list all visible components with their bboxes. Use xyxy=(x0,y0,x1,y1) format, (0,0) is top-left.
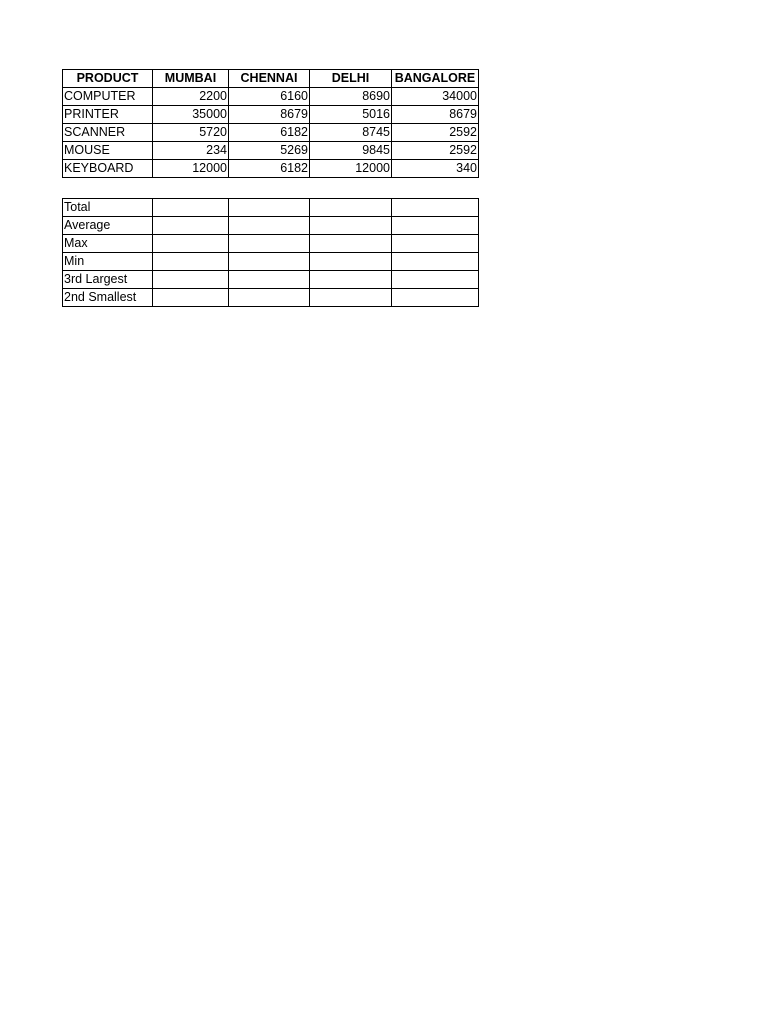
value-cell[interactable]: 35000 xyxy=(153,106,229,124)
summary-row xyxy=(63,253,479,271)
sales-table xyxy=(62,69,479,178)
value-cell[interactable]: 5016 xyxy=(310,106,392,124)
header-cell-product[interactable]: PRODUCT xyxy=(63,70,153,88)
value-cell[interactable]: 12000 xyxy=(310,160,392,178)
summary-label-cell[interactable]: 3rd Largest xyxy=(63,271,153,289)
summary-label-cell[interactable]: Min xyxy=(63,253,153,271)
empty-cell[interactable] xyxy=(229,199,310,217)
empty-cell[interactable] xyxy=(153,271,229,289)
empty-cell[interactable] xyxy=(153,289,229,307)
empty-cell[interactable] xyxy=(392,217,479,235)
empty-cell[interactable] xyxy=(392,289,479,307)
empty-cell[interactable] xyxy=(153,235,229,253)
empty-cell[interactable] xyxy=(229,217,310,235)
summary-row xyxy=(63,271,479,289)
empty-cell[interactable] xyxy=(310,199,392,217)
product-cell[interactable]: SCANNER xyxy=(63,124,153,142)
value-cell[interactable]: 12000 xyxy=(153,160,229,178)
empty-cell[interactable] xyxy=(310,217,392,235)
header-cell-chennai[interactable]: CHENNAI xyxy=(229,70,310,88)
value-cell[interactable]: 6182 xyxy=(229,124,310,142)
empty-cell[interactable] xyxy=(153,253,229,271)
empty-cell[interactable] xyxy=(229,271,310,289)
empty-cell[interactable] xyxy=(153,199,229,217)
value-cell[interactable]: 6160 xyxy=(229,88,310,106)
value-cell[interactable]: 8679 xyxy=(229,106,310,124)
summary-table xyxy=(62,198,479,307)
value-cell[interactable]: 8679 xyxy=(392,106,479,124)
product-cell[interactable]: MOUSE xyxy=(63,142,153,160)
summary-label-cell[interactable]: 2nd Smallest xyxy=(63,289,153,307)
summary-label-cell[interactable]: Total xyxy=(63,199,153,217)
empty-cell[interactable] xyxy=(229,235,310,253)
value-cell[interactable]: 234 xyxy=(153,142,229,160)
summary-row xyxy=(63,199,479,217)
table-row xyxy=(63,88,479,106)
summary-label-cell[interactable]: Average xyxy=(63,217,153,235)
value-cell[interactable]: 2592 xyxy=(392,124,479,142)
value-cell[interactable]: 2200 xyxy=(153,88,229,106)
product-cell[interactable]: PRINTER xyxy=(63,106,153,124)
value-cell[interactable]: 5269 xyxy=(229,142,310,160)
value-cell[interactable]: 5720 xyxy=(153,124,229,142)
empty-cell[interactable] xyxy=(229,289,310,307)
value-cell[interactable]: 6182 xyxy=(229,160,310,178)
empty-cell[interactable] xyxy=(310,289,392,307)
product-cell[interactable]: COMPUTER xyxy=(63,88,153,106)
summary-row xyxy=(63,289,479,307)
table-row xyxy=(63,106,479,124)
value-cell[interactable]: 34000 xyxy=(392,88,479,106)
table-row xyxy=(63,142,479,160)
product-cell[interactable]: KEYBOARD xyxy=(63,160,153,178)
header-cell-delhi[interactable]: DELHI xyxy=(310,70,392,88)
empty-cell[interactable] xyxy=(310,271,392,289)
value-cell[interactable]: 2592 xyxy=(392,142,479,160)
value-cell[interactable]: 8745 xyxy=(310,124,392,142)
summary-row xyxy=(63,235,479,253)
table-row xyxy=(63,124,479,142)
value-cell[interactable]: 9845 xyxy=(310,142,392,160)
summary-row xyxy=(63,217,479,235)
empty-cell[interactable] xyxy=(153,217,229,235)
empty-cell[interactable] xyxy=(310,253,392,271)
empty-cell[interactable] xyxy=(392,271,479,289)
header-cell-mumbai[interactable]: MUMBAI xyxy=(153,70,229,88)
header-cell-bangalore[interactable]: BANGALORE xyxy=(392,70,479,88)
empty-cell[interactable] xyxy=(310,235,392,253)
header-row xyxy=(63,70,479,88)
value-cell[interactable]: 340 xyxy=(392,160,479,178)
table-row xyxy=(63,160,479,178)
value-cell[interactable]: 8690 xyxy=(310,88,392,106)
empty-cell[interactable] xyxy=(392,199,479,217)
empty-cell[interactable] xyxy=(392,253,479,271)
empty-cell[interactable] xyxy=(392,235,479,253)
summary-label-cell[interactable]: Max xyxy=(63,235,153,253)
empty-cell[interactable] xyxy=(229,253,310,271)
